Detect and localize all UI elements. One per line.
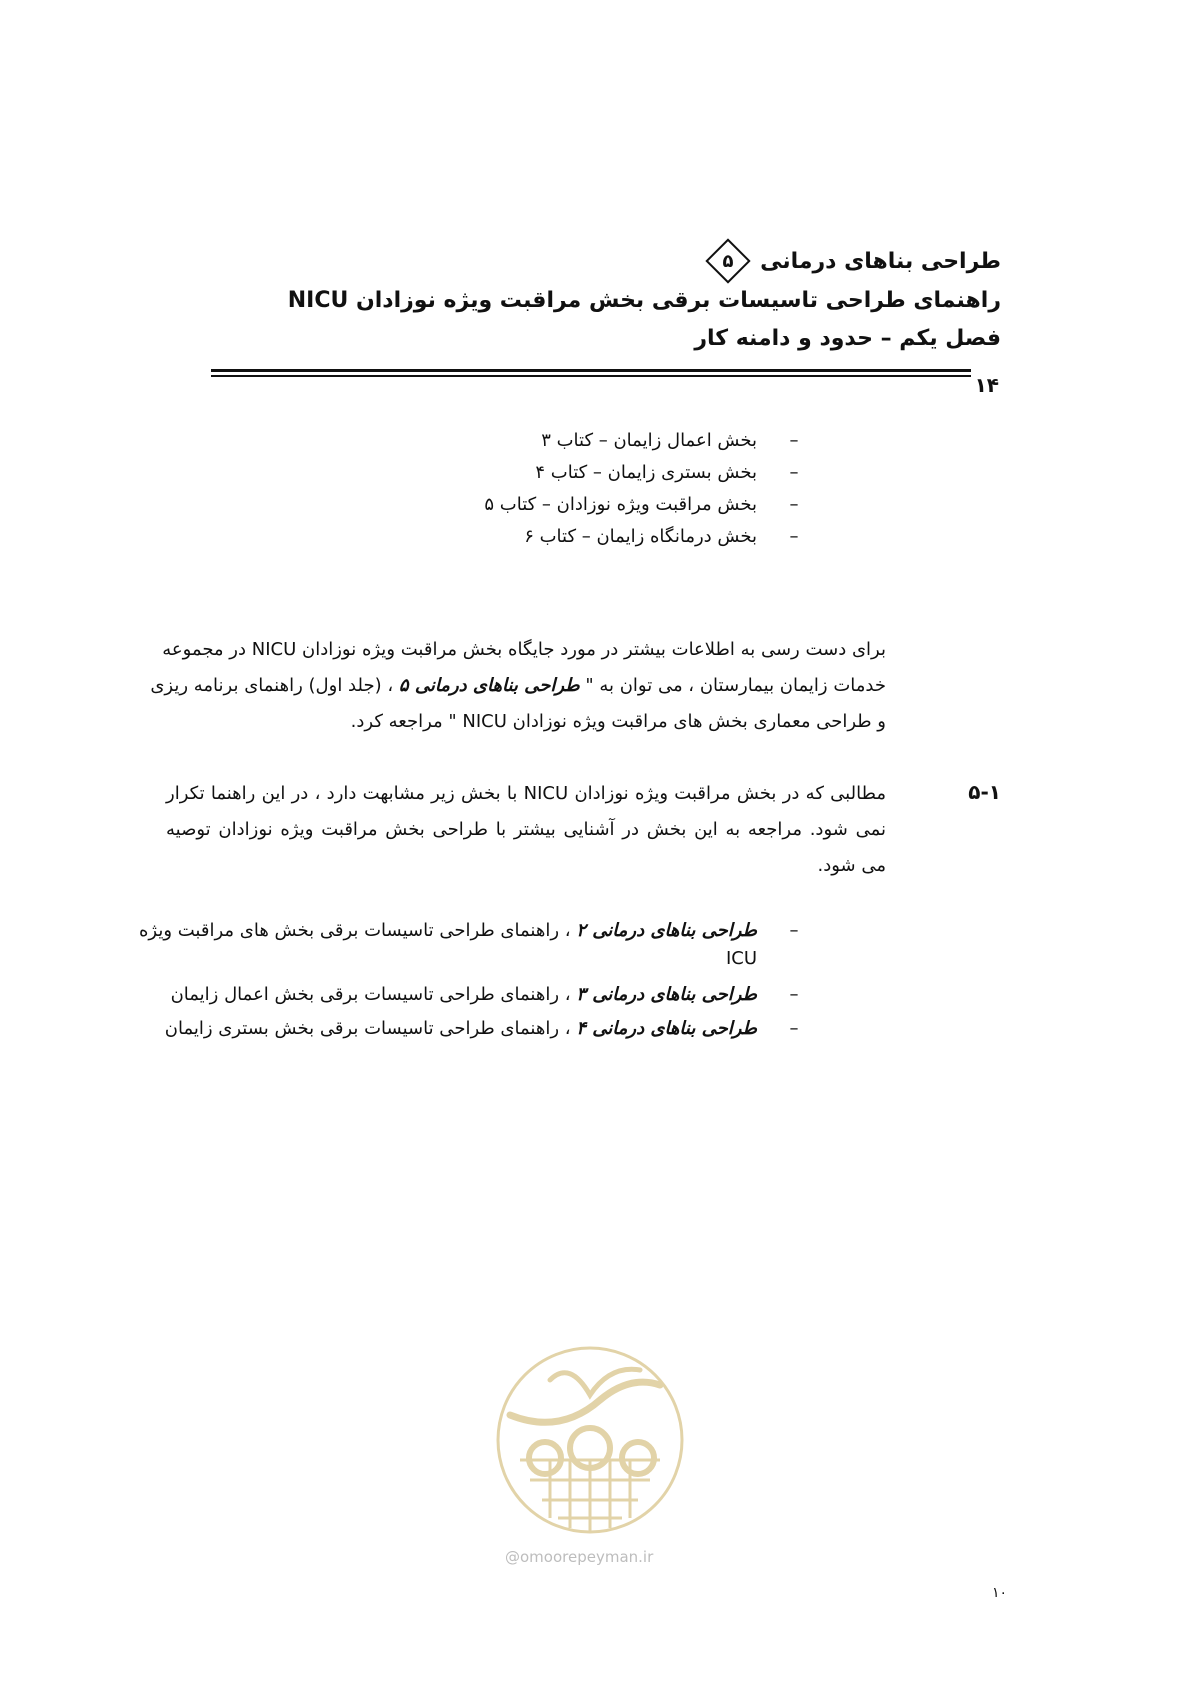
list-item xyxy=(171,984,801,1005)
list-item-text: بخش درمانگاه زایمان – کتاب ۶ xyxy=(524,526,757,547)
list-item-text: بخش اعمال زایمان – کتاب ۳ xyxy=(541,430,757,451)
reference-text: ، راهنمای طراحی تاسیسات برقی بخش های مراقبت ویژه xyxy=(138,920,571,941)
series-title xyxy=(704,245,1001,277)
header-rule-thin xyxy=(211,375,971,377)
list-item-text xyxy=(171,984,757,1005)
section-paragraph xyxy=(166,776,886,884)
series-title-text: طراحی بناهای درمانی xyxy=(760,248,1001,274)
list-dash: – xyxy=(789,494,799,515)
paragraph-text: ، (جلد اول) راهنمای برنامه ریزی xyxy=(150,675,394,696)
list-item-continuation xyxy=(726,948,757,969)
paragraph-line xyxy=(150,668,886,704)
paragraph-line: مطالبی که در بخش مراقبت ویژه نوزادان NICU با بخش زیر مشابهت دارد ، در این راهنما تکرار xyxy=(166,783,886,804)
paragraph-line: می شود. xyxy=(817,855,886,876)
paragraph-text: خدمات زایمان بیمارستان ، می توان به " xyxy=(585,675,886,696)
paragraph-line: برای دست رسی به اطلاعات بیشتر در مورد جایگاه بخش مراقبت ویژه نوزادان NICU در مجموعه xyxy=(162,639,886,660)
header-rule-thick xyxy=(211,369,971,372)
list-item-text: بخش بستری زایمان – کتاب ۴ xyxy=(535,462,757,483)
list-item xyxy=(165,1018,801,1039)
list-item-text: بخش مراقبت ویژه نوزادان – کتاب ۵ xyxy=(484,494,757,515)
list-dash: – xyxy=(789,920,799,941)
reference-text: ، راهنمای طراحی تاسیسات برقی بخش بستری زایمان xyxy=(164,1018,571,1039)
page-number: ۱۴ xyxy=(974,373,999,397)
list-item xyxy=(524,526,801,547)
watermark-site: @omoorepeyman.ir xyxy=(505,1548,654,1566)
book-reference-italic: طراحی بناهای درمانی ۳ xyxy=(576,984,757,1005)
book-reference-italic: طراحی بناهای درمانی ۴ xyxy=(576,1018,757,1039)
series-number: ۵ xyxy=(722,250,734,272)
list-item-text xyxy=(139,920,757,941)
section-number: ۵-۱ xyxy=(968,780,1001,804)
reference-continuation: ICU xyxy=(725,948,757,969)
intro-paragraph xyxy=(150,632,886,740)
list-dash: – xyxy=(789,430,799,451)
list-item xyxy=(484,494,801,515)
list-item-text xyxy=(165,1018,757,1039)
footer-mark: ۱۰ xyxy=(992,1585,1008,1601)
list-dash: – xyxy=(789,1018,799,1039)
list-dash: – xyxy=(789,462,799,483)
reference-text: ، راهنمای طراحی تاسیسات برقی بخش اعمال زایمان xyxy=(170,984,571,1005)
document-subtitle: راهنمای طراحی تاسیسات برقی بخش مراقبت ویژه نوزادان NICU xyxy=(287,288,1001,313)
list-dash: – xyxy=(789,984,799,1005)
book-reference-italic: طراحی بناهای درمانی ۵ xyxy=(398,675,580,696)
chapter-title: فصل یکم – حدود و دامنه کار xyxy=(694,326,1001,351)
list-dash: – xyxy=(789,526,799,547)
series-number-diamond xyxy=(705,238,750,283)
list-item xyxy=(541,430,801,451)
list-item xyxy=(139,920,801,941)
paragraph-line: و طراحی معماری بخش های مراقبت ویژه نوزادان NICU " مراجعه کرد. xyxy=(350,711,886,732)
book-reference-italic: طراحی بناهای درمانی ۲ xyxy=(576,920,757,941)
list-item xyxy=(535,462,801,483)
paragraph-line: نمی شود. مراجعه به این بخش در آشنایی بیشتر با طراحی بخش مراقبت ویژه نوزادان توصیه xyxy=(166,819,886,840)
watermark-seal-logo xyxy=(490,1340,690,1540)
